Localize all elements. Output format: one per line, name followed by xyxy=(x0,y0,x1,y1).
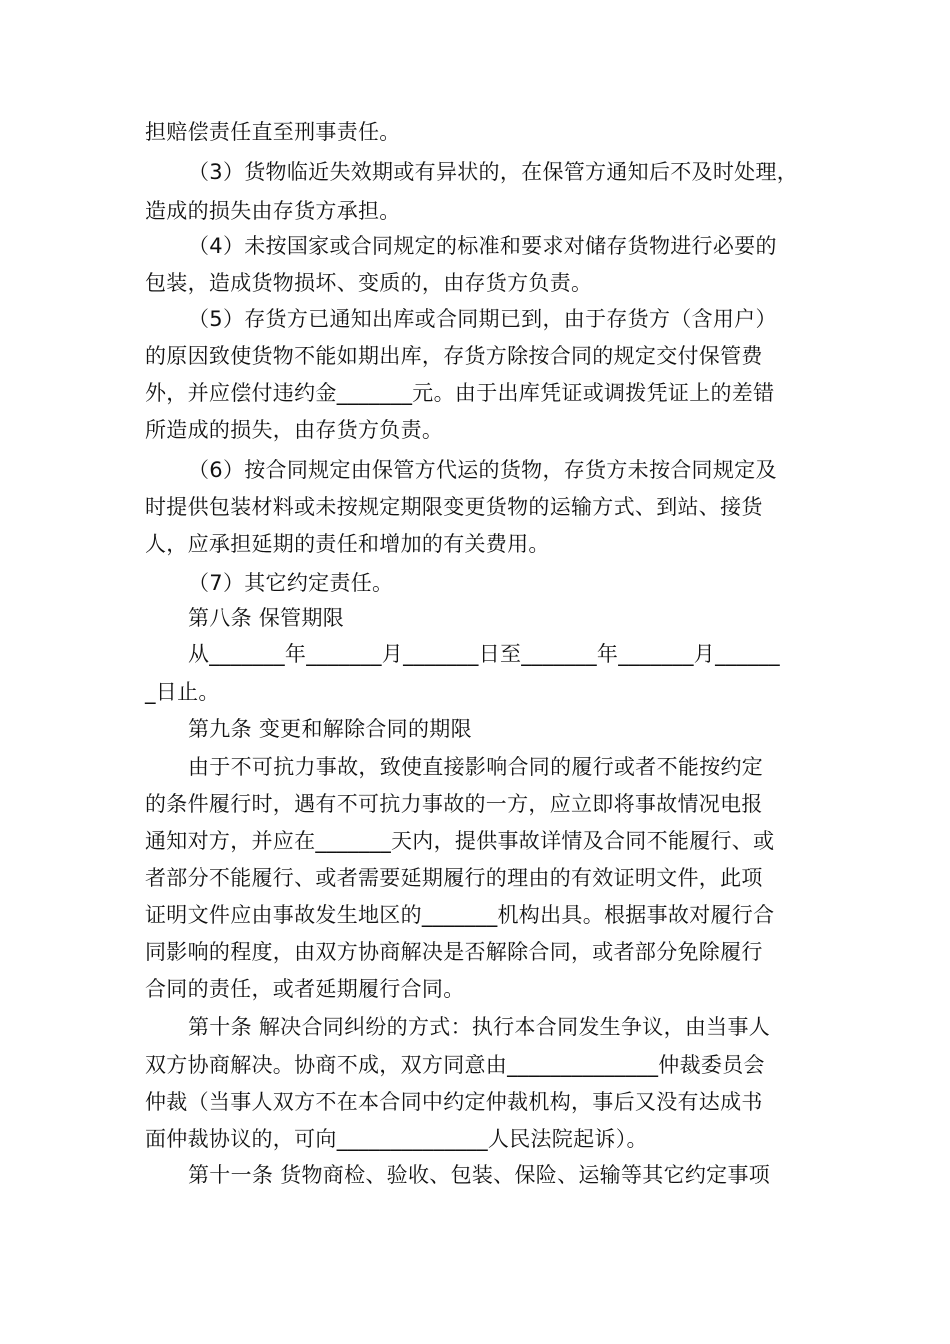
text-line: 合同的责任，或者延期履行合同。 xyxy=(145,977,465,1001)
text-line: _日止。 xyxy=(145,680,220,704)
text-line: （3）货物临近失效期或有异状的，在保管方通知后不及时处理， xyxy=(188,160,799,184)
text-line: 人，应承担延期的责任和增加的有关费用。 xyxy=(145,532,550,556)
text-line: 从_______年_______月_______日至_______年_______月______ xyxy=(188,642,780,666)
section-heading: 第八条 保管期限 xyxy=(188,606,345,630)
text-line: 所造成的损失，由存货方负责。 xyxy=(145,418,444,442)
text-line: 通知对方，并应在_______天内，提供事故详情及合同不能履行、或 xyxy=(145,829,775,853)
text-line: 者部分不能履行、或者需要延期履行的理由的有效证明文件，此项 xyxy=(145,866,763,890)
text-line: 包装，造成货物损坏、变质的，由存货方负责。 xyxy=(145,271,593,295)
text-line: （6）按合同规定由保管方代运的货物，存货方未按合同规定及 xyxy=(188,458,777,482)
text-line: （5）存货方已通知出库或合同期已到，由于存货方（含用户） xyxy=(188,307,777,331)
text-line: 由于不可抗力事故，致使直接影响合同的履行或者不能按约定 xyxy=(188,755,764,779)
text-line: 造成的损失由存货方承担。 xyxy=(145,199,401,223)
text-line: 同影响的程度，由双方协商解决是否解除合同，或者部分免除履行 xyxy=(145,940,763,964)
text-line: 双方协商解决。协商不成，双方同意由______________仲裁委员会 xyxy=(145,1053,765,1077)
text-line: （7）其它约定责任。 xyxy=(188,571,394,595)
text-line: 外，并应偿付违约金_______元。由于出库凭证或调拨凭证上的差错 xyxy=(145,381,775,405)
text-line: 的原因致使货物不能如期出库，存货方除按合同的规定交付保管费 xyxy=(145,344,763,368)
section-heading: 第十一条 货物商检、验收、包装、保险、运输等其它约定事项 xyxy=(188,1163,771,1187)
text-line: 担赔偿责任直至刑事责任。 xyxy=(145,120,401,144)
section-heading: 第九条 变更和解除合同的期限 xyxy=(188,717,472,741)
section-heading: 第十条 解决合同纠纷的方式：执行本合同发生争议，由当事人 xyxy=(188,1015,771,1039)
text-line: 时提供包装材料或未按规定期限变更货物的运输方式、到站、接货 xyxy=(145,495,763,519)
text-line: 证明文件应由事故发生地区的_______机构出具。根据事故对履行合 xyxy=(145,903,775,927)
text-line: 的条件履行时，遇有不可抗力事故的一方，应立即将事故情况电报 xyxy=(145,792,763,816)
text-line: 面仲裁协议的，可向______________人民法院起诉）。 xyxy=(145,1127,648,1151)
text-line: 仲裁（当事人双方不在本合同中约定仲裁机构，事后又没有达成书 xyxy=(145,1090,763,1114)
text-line: （4）未按国家或合同规定的标准和要求对储存货物进行必要的 xyxy=(188,234,777,258)
